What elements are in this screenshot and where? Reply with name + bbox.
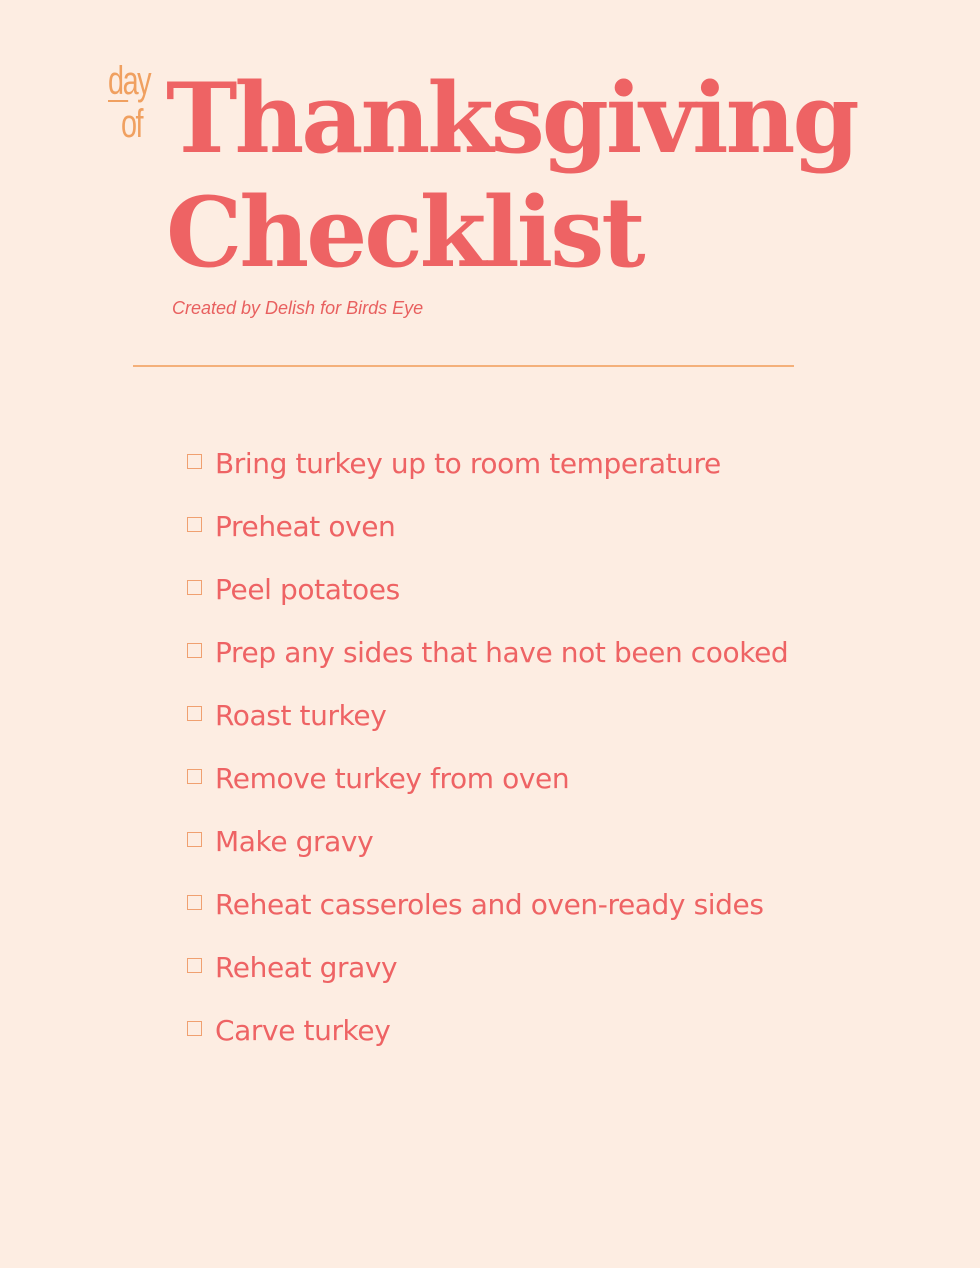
checklist-item[interactable] — [187, 936, 788, 999]
kicker-day: day — [108, 59, 151, 103]
checklist-item-label: Carve turkey — [215, 1014, 391, 1047]
checklist-item[interactable] — [187, 810, 788, 873]
checklist-item[interactable] — [187, 873, 788, 936]
checkbox[interactable] — [187, 769, 202, 784]
checklist-item[interactable] — [187, 684, 788, 747]
checklist — [187, 432, 788, 1062]
checklist-item-label: Preheat oven — [215, 510, 396, 543]
checkbox[interactable] — [187, 517, 202, 532]
checkbox[interactable] — [187, 1021, 202, 1036]
checklist-item-label: Make gravy — [215, 825, 374, 858]
checklist-item[interactable] — [187, 558, 788, 621]
page-title — [166, 62, 857, 290]
checklist-item[interactable] — [187, 747, 788, 810]
checklist-item[interactable] — [187, 621, 788, 684]
checklist-item-label: Reheat gravy — [215, 951, 398, 984]
checklist-item[interactable] — [187, 495, 788, 558]
kicker-of: of — [120, 102, 143, 146]
checkbox[interactable] — [187, 643, 202, 658]
title-kicker — [108, 59, 151, 146]
checklist-item-label: Prep any sides that have not been cooked — [215, 636, 789, 669]
title-line-1: Thanksgiving — [166, 62, 857, 175]
checkbox[interactable] — [187, 832, 202, 847]
checkbox[interactable] — [187, 958, 202, 973]
checklist-item[interactable] — [187, 999, 788, 1062]
divider — [133, 365, 794, 367]
checkbox[interactable] — [187, 454, 202, 469]
checklist-item-label: Reheat casseroles and oven-ready sides — [215, 888, 764, 921]
byline: Created by Delish for Birds Eye — [172, 298, 424, 318]
checklist-item-label: Roast turkey — [215, 699, 387, 732]
title-line-2: Checklist — [166, 176, 643, 289]
checklist-item-label: Remove turkey from oven — [215, 762, 570, 795]
checklist-item[interactable] — [187, 432, 788, 495]
checklist-item-label: Bring turkey up to room temperature — [215, 447, 721, 480]
checkbox[interactable] — [187, 706, 202, 721]
checklist-item-label: Peel potatoes — [215, 573, 400, 606]
checkbox[interactable] — [187, 580, 202, 595]
checkbox[interactable] — [187, 895, 202, 910]
